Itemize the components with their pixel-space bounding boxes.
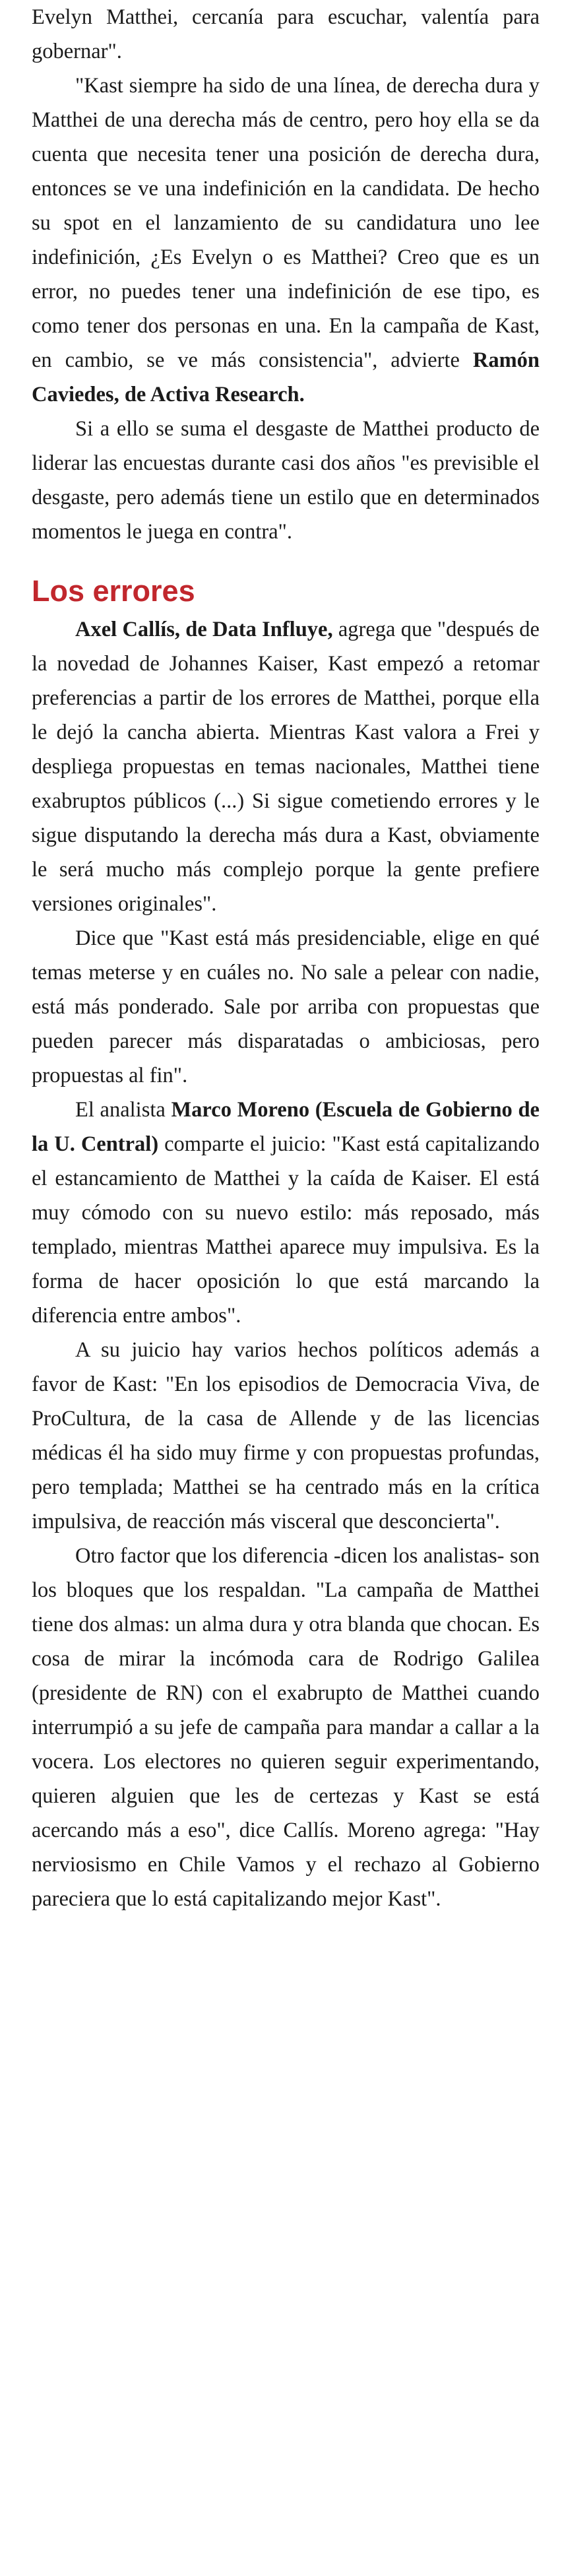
- article-column: [32, 0, 540, 1916]
- section-subheading: Los errores: [32, 574, 195, 608]
- paragraph-6-text: comparte el juicio: "Kast está capitalizando el estancamiento de Matthei y la caída de Kaiser. El está muy cómodo con su nuevo estilo: más reposado, más templado, mientras Matthei aparece muy impulsiva. Es la forma de hacer oposición lo que está marcando la diferencia entre ambos".: [32, 1132, 540, 1328]
- paragraph-7: [32, 1333, 540, 1539]
- paragraph-1-text: Evelyn Matthei, cercanía para escuchar, valentía para gobernar".: [32, 5, 540, 63]
- paragraph-4-source: Axel Callís, de Data Influye,: [75, 618, 333, 641]
- paragraph-3-text: Si a ello se suma el desgaste de Matthei producto de liderar las encuestas durante casi dos años "es previsible el desgaste, pero además tiene un estilo que en determinados momentos le juega en contra".: [32, 417, 540, 544]
- paragraph-4: [32, 612, 540, 921]
- paragraph-7-text: A su juicio hay varios hechos políticos además a favor de Kast: "En los episodios de Democracia Viva, de ProCultura, de la casa de Allende y de las licencias médicas él ha sido muy firme y con propuestas profundas, pero templada; Matthei se ha centrado más en la crítica impulsiva, de reacción más visceral que desconcierta".: [32, 1338, 540, 1533]
- paragraph-2: [32, 69, 540, 412]
- paragraph-6-lead: El analista: [75, 1098, 172, 1122]
- paragraph-5-text: Dice que "Kast está más presidenciable, elige en qué temas meterse y en cuáles no. No sale a pelear con nadie, está más ponderado. Sale por arriba con propuestas que pueden parecer más disparatadas o ambiciosas, pero propuestas al fin".: [32, 926, 540, 1087]
- paragraph-8-text: Otro factor que los diferencia -dicen los analistas- son los bloques que los respaldan. "La campaña de Matthei tiene dos almas: un alma dura y otra blanda que chocan. Es cosa de mirar la incómoda cara de Rodrigo Galilea (presidente de RN) con el exabrupto de Matthei cuando interrumpió a su jefe de campaña para mandar a callar a la vocera. Los electores no quieren seguir experimentando, quieren alguien que les de certezas y Kast se está acercando más a eso", dice Callís. Moreno agrega: "Hay nerviosismo en Chile Vamos y el rechazo al Gobierno pareciera que lo está capitalizando mejor Kast".: [32, 1544, 540, 1911]
- paragraph-1: [32, 0, 540, 69]
- paragraph-2-source: Ramón Caviedes, de Activa Research.: [32, 348, 540, 406]
- paragraph-2-text: "Kast siempre ha sido de una línea, de derecha dura y Matthei de una derecha más de centro, pero hoy ella se da cuenta que necesita tener una posición de derecha dura, entonces se ve una indefinición en la candidata. De hecho su spot en el lanzamiento de su candidatura uno lee indefinición, ¿Es Evelyn o es Matthei? Creo que es un error, no puedes tener una indefinición de ese tipo, es como tener dos personas en una. En la campaña de Kast, en cambio, se ve más consistencia", advierte: [32, 74, 540, 372]
- paragraph-8: [32, 1539, 540, 1916]
- paragraph-5: [32, 921, 540, 1093]
- paragraph-4-text: agrega que "después de la novedad de Johannes Kaiser, Kast empezó a retomar preferencias a partir de los errores de Matthei, porque ella le dejó la cancha abierta. Mientras Kast valora a Frei y despliega propuestas en temas nacionales, Matthei tiene exabruptos públicos (...) Si sigue cometiendo errores y le sigue disputando la derecha más dura a Kast, obviamente le será mucho más complejo porque la gente prefiere versiones originales".: [32, 618, 540, 916]
- paragraph-3: [32, 412, 540, 549]
- paragraph-6: [32, 1093, 540, 1333]
- paragraph-6-source: Marco Moreno (Escuela de Gobierno de la U. Central): [32, 1098, 540, 1156]
